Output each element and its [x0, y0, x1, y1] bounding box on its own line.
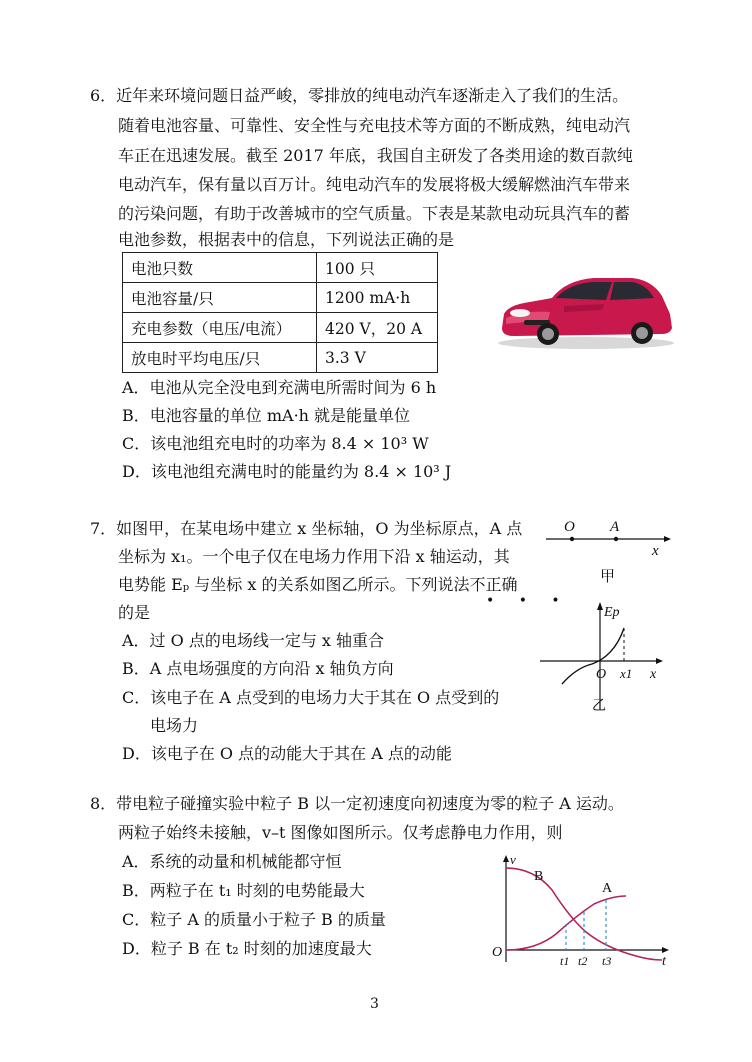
- table-row: [123, 313, 438, 343]
- q8-option-a: A．系统的动量和机械能都守恒: [122, 852, 342, 871]
- q6-option-c: C．该电池组充电时的功率为 8.4 × 10³ W: [122, 434, 429, 453]
- q7-option-b: B．A 点电场强度的方向沿 x 轴负方向: [122, 659, 394, 678]
- q6-line-2: 随着电池容量、可靠性、安全性与充电技术等方面的不断成熟，纯电动汽: [118, 116, 631, 135]
- q8-option-c: C．粒子 A 的质量小于粒子 B 的质量: [122, 910, 386, 929]
- q6-line-6: 电池参数，根据表中的信息，下列说法正确的是: [118, 230, 455, 249]
- q8-line-2: 两粒子始终未接触，v–t 图像如图所示。仅考虑静电力作用，则: [118, 823, 563, 842]
- q7-option-c: C．该电子在 A 点受到的电场力大于其在 O 点受到的: [122, 688, 500, 707]
- vt-label-t1: t1: [560, 954, 570, 968]
- q6-line-1: 6．近年来环境问题日益严峻，零排放的纯电动汽车逐渐走入了我们的生活。: [90, 86, 629, 105]
- q8-option-d: D．粒子 B 在 t₂ 时刻的加速度最大: [122, 939, 372, 958]
- table-row: [123, 253, 438, 283]
- vt-graph: [486, 852, 676, 970]
- electric-car-image: [494, 270, 678, 350]
- table-cell: 420 V，20 A: [317, 313, 438, 343]
- q7-line-1: 7．如图甲，在某电场中建立 x 坐标轴，O 为坐标原点，A 点: [90, 519, 523, 538]
- q7-line-4: 的是: [118, 603, 151, 622]
- q8-option-b: B．两粒子在 t₁ 时刻的电势能最大: [122, 881, 365, 900]
- yi-label-x: x: [650, 667, 657, 682]
- jia-label-o: O: [564, 519, 575, 535]
- q6-line-3: 车正在迅速发展。截至 2017 年底，我国自主研发了各类用途的数百款纯: [118, 146, 633, 165]
- q7-option-c-cont: 电场力: [150, 716, 199, 735]
- q8-line-1: 8．带电粒子碰撞实验中粒子 B 以一定初速度向初速度为零的粒子 A 运动。: [90, 794, 624, 813]
- q7-option-d: D．该电子在 O 点的动能大于其在 A 点的动能: [122, 744, 452, 763]
- vt-label-o: O: [492, 945, 503, 960]
- table-cell: 1200 mA·h: [317, 283, 438, 313]
- vt-label-a: A: [602, 881, 613, 896]
- figure-yi: [536, 598, 676, 716]
- yi-label-x1: x1: [620, 666, 633, 681]
- table-cell: 100 只: [317, 253, 438, 283]
- jia-caption: 甲: [600, 569, 616, 585]
- vt-label-t: t: [662, 954, 666, 969]
- table-cell: 充电参数（电压/电流）: [123, 313, 317, 343]
- q6-option-a: A．电池从完全没电到充满电所需时间为 6 h: [122, 378, 437, 397]
- table-row: [123, 283, 438, 313]
- yi-caption: 乙: [592, 699, 606, 714]
- yi-label-ep: Ep: [604, 605, 620, 620]
- q6-line-4: 电动汽车，保有量以百万计。纯电动汽车的发展将极大缓解燃油汽车带来: [118, 175, 631, 194]
- vt-label-v: v: [510, 852, 516, 867]
- q6-line-5: 的污染问题，有助于改善城市的空气质量。下表是某款电动玩具汽车的蓄: [118, 204, 631, 223]
- vt-label-t2: t2: [578, 954, 588, 968]
- jia-label-x: x: [652, 543, 659, 559]
- figure-jia: [544, 515, 674, 590]
- jia-label-a: A: [610, 519, 620, 535]
- table-cell: 3.3 V: [317, 343, 438, 373]
- vt-label-t3: t3: [602, 954, 612, 968]
- yi-label-o: O: [596, 667, 607, 682]
- page-number: 3: [370, 996, 379, 1012]
- vt-label-b: B: [534, 869, 544, 884]
- emphasis-dots: • • •: [486, 593, 570, 609]
- table-cell: 电池只数: [123, 253, 317, 283]
- battery-params-table: [122, 252, 438, 373]
- q7-option-a: A．过 O 点的电场线一定与 x 轴重合: [122, 631, 385, 650]
- table-cell: 放电时平均电压/只: [123, 343, 317, 373]
- q6-option-d: D．该电池组充满电时的能量约为 8.4 × 10³ J: [122, 462, 452, 481]
- table-row: [123, 343, 438, 373]
- q7-line-2: 坐标为 x₁。一个电子仅在电场力作用下沿 x 轴运动，其: [118, 547, 510, 566]
- q7-line-3: 电势能 Eₚ 与坐标 x 的关系如图乙所示。下列说法不正确: [118, 575, 518, 594]
- q6-option-b: B．电池容量的单位 mA·h 就是能量单位: [122, 406, 411, 425]
- table-cell: 电池容量/只: [123, 283, 317, 313]
